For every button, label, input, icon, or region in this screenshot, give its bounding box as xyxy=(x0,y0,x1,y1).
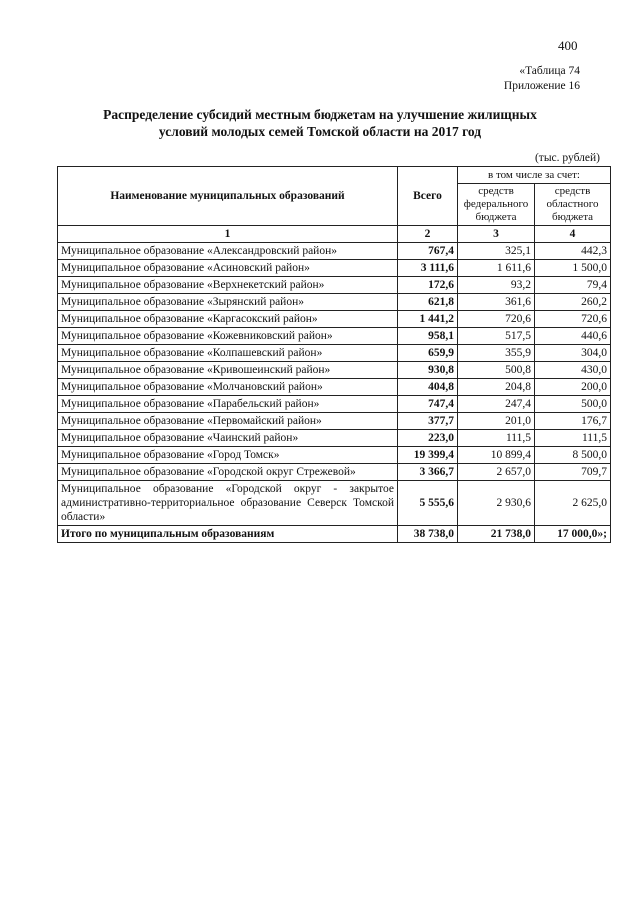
row-name: Муниципальное образование «Колпашевский район» xyxy=(58,345,398,362)
row-regional: 176,7 xyxy=(535,413,611,430)
row-regional: 709,7 xyxy=(535,464,611,481)
row-name: Муниципальное образование «Город Томск» xyxy=(58,447,398,464)
row-total: 223,0 xyxy=(398,430,458,447)
table-row xyxy=(58,260,611,277)
row-federal: 111,5 xyxy=(458,430,535,447)
row-name: Муниципальное образование «Александровский район» xyxy=(58,243,398,260)
header-total: Всего xyxy=(398,167,458,226)
table-row xyxy=(58,413,611,430)
table-row xyxy=(58,362,611,379)
table-row xyxy=(58,464,611,481)
row-federal: 720,6 xyxy=(458,311,535,328)
row-name: Муниципальное образование «Парабельский район» xyxy=(58,396,398,413)
subsidy-table xyxy=(57,166,611,543)
header-name: Наименование муниципальных образований xyxy=(58,167,398,226)
row-regional: 200,0 xyxy=(535,379,611,396)
row-name: Муниципальное образование «Каргасокский район» xyxy=(58,311,398,328)
row-total: 3 366,7 xyxy=(398,464,458,481)
header-regional: средств областного бюджета xyxy=(535,184,611,226)
annex-appendix-number: Приложение 16 xyxy=(503,80,580,92)
row-name: Муниципальное образование «Кожевниковский район» xyxy=(58,328,398,345)
row-federal: 204,8 xyxy=(458,379,535,396)
row-name: Муниципальное образование «Молчановский район» xyxy=(58,379,398,396)
table-row xyxy=(58,243,611,260)
table-row xyxy=(58,396,611,413)
row-total: 767,4 xyxy=(398,243,458,260)
total-row-federal: 21 738,0 xyxy=(458,526,535,543)
row-regional: 500,0 xyxy=(535,396,611,413)
column-number-row xyxy=(58,226,611,243)
row-total: 3 111,6 xyxy=(398,260,458,277)
document-title xyxy=(60,106,580,140)
row-federal: 201,0 xyxy=(458,413,535,430)
row-name: Муниципальное образование «Верхнекетский район» xyxy=(58,277,398,294)
row-name: Муниципальное образование «Зырянский район» xyxy=(58,294,398,311)
title-line-2: условий молодых семей Томской области на 2017 год xyxy=(158,124,482,139)
row-regional: 430,0 xyxy=(535,362,611,379)
row-federal: 500,8 xyxy=(458,362,535,379)
table-row xyxy=(58,379,611,396)
table-row xyxy=(58,294,611,311)
row-total: 5 555,6 xyxy=(398,481,458,526)
total-row-regional: 17 000,0»; xyxy=(535,526,611,543)
table-row xyxy=(58,430,611,447)
row-regional: 440,6 xyxy=(535,328,611,345)
table-header xyxy=(58,167,611,243)
row-total: 19 399,4 xyxy=(398,447,458,464)
row-total: 1 441,2 xyxy=(398,311,458,328)
table-row xyxy=(58,447,611,464)
column-number: 2 xyxy=(398,226,458,243)
row-name: Муниципальное образование «Городской округ - закрытое административно-территориальное образование Северск Томской области» xyxy=(58,481,398,526)
row-regional: 260,2 xyxy=(535,294,611,311)
table-row xyxy=(58,277,611,294)
annex-table-number: «Таблица 74 xyxy=(519,65,580,77)
column-number: 4 xyxy=(535,226,611,243)
row-total: 930,8 xyxy=(398,362,458,379)
table-row xyxy=(58,481,611,526)
row-total: 958,1 xyxy=(398,328,458,345)
row-federal: 1 611,6 xyxy=(458,260,535,277)
row-total: 621,8 xyxy=(398,294,458,311)
row-regional: 111,5 xyxy=(535,430,611,447)
total-row-name: Итого по муниципальным образованиям xyxy=(58,526,398,543)
row-federal: 2 930,6 xyxy=(458,481,535,526)
row-federal: 361,6 xyxy=(458,294,535,311)
table-row xyxy=(58,311,611,328)
row-federal: 2 657,0 xyxy=(458,464,535,481)
header-group: в том числе за счет: xyxy=(458,167,611,184)
column-number: 3 xyxy=(458,226,535,243)
table-row xyxy=(58,328,611,345)
row-federal: 517,5 xyxy=(458,328,535,345)
total-row-total: 38 738,0 xyxy=(398,526,458,543)
row-federal: 325,1 xyxy=(458,243,535,260)
row-name: Муниципальное образование «Городской округ Стрежевой» xyxy=(58,464,398,481)
row-total: 172,6 xyxy=(398,277,458,294)
row-regional: 8 500,0 xyxy=(535,447,611,464)
column-number: 1 xyxy=(58,226,398,243)
row-total: 747,4 xyxy=(398,396,458,413)
header-federal: средств федерального бюджета xyxy=(458,184,535,226)
row-regional: 304,0 xyxy=(535,345,611,362)
page-number: 400 xyxy=(558,38,578,53)
total-row xyxy=(58,526,611,543)
row-name: Муниципальное образование «Кривошеинский район» xyxy=(58,362,398,379)
annex-reference xyxy=(504,64,580,94)
row-federal: 93,2 xyxy=(458,277,535,294)
row-regional: 1 500,0 xyxy=(535,260,611,277)
row-total: 659,9 xyxy=(398,345,458,362)
row-federal: 10 899,4 xyxy=(458,447,535,464)
table-row xyxy=(58,345,611,362)
row-name: Муниципальное образование «Асиновский район» xyxy=(58,260,398,277)
row-total: 404,8 xyxy=(398,379,458,396)
row-total: 377,7 xyxy=(398,413,458,430)
row-regional: 2 625,0 xyxy=(535,481,611,526)
row-regional: 720,6 xyxy=(535,311,611,328)
row-regional: 442,3 xyxy=(535,243,611,260)
row-regional: 79,4 xyxy=(535,277,611,294)
units-label: (тыс. рублей) xyxy=(534,152,600,164)
row-name: Муниципальное образование «Первомайский район» xyxy=(58,413,398,430)
table-body xyxy=(58,243,611,526)
row-federal: 247,4 xyxy=(458,396,535,413)
row-name: Муниципальное образование «Чаинский район» xyxy=(58,430,398,447)
title-line-1: Распределение субсидий местным бюджетам на улучшение жилищных xyxy=(103,107,537,122)
row-federal: 355,9 xyxy=(458,345,535,362)
